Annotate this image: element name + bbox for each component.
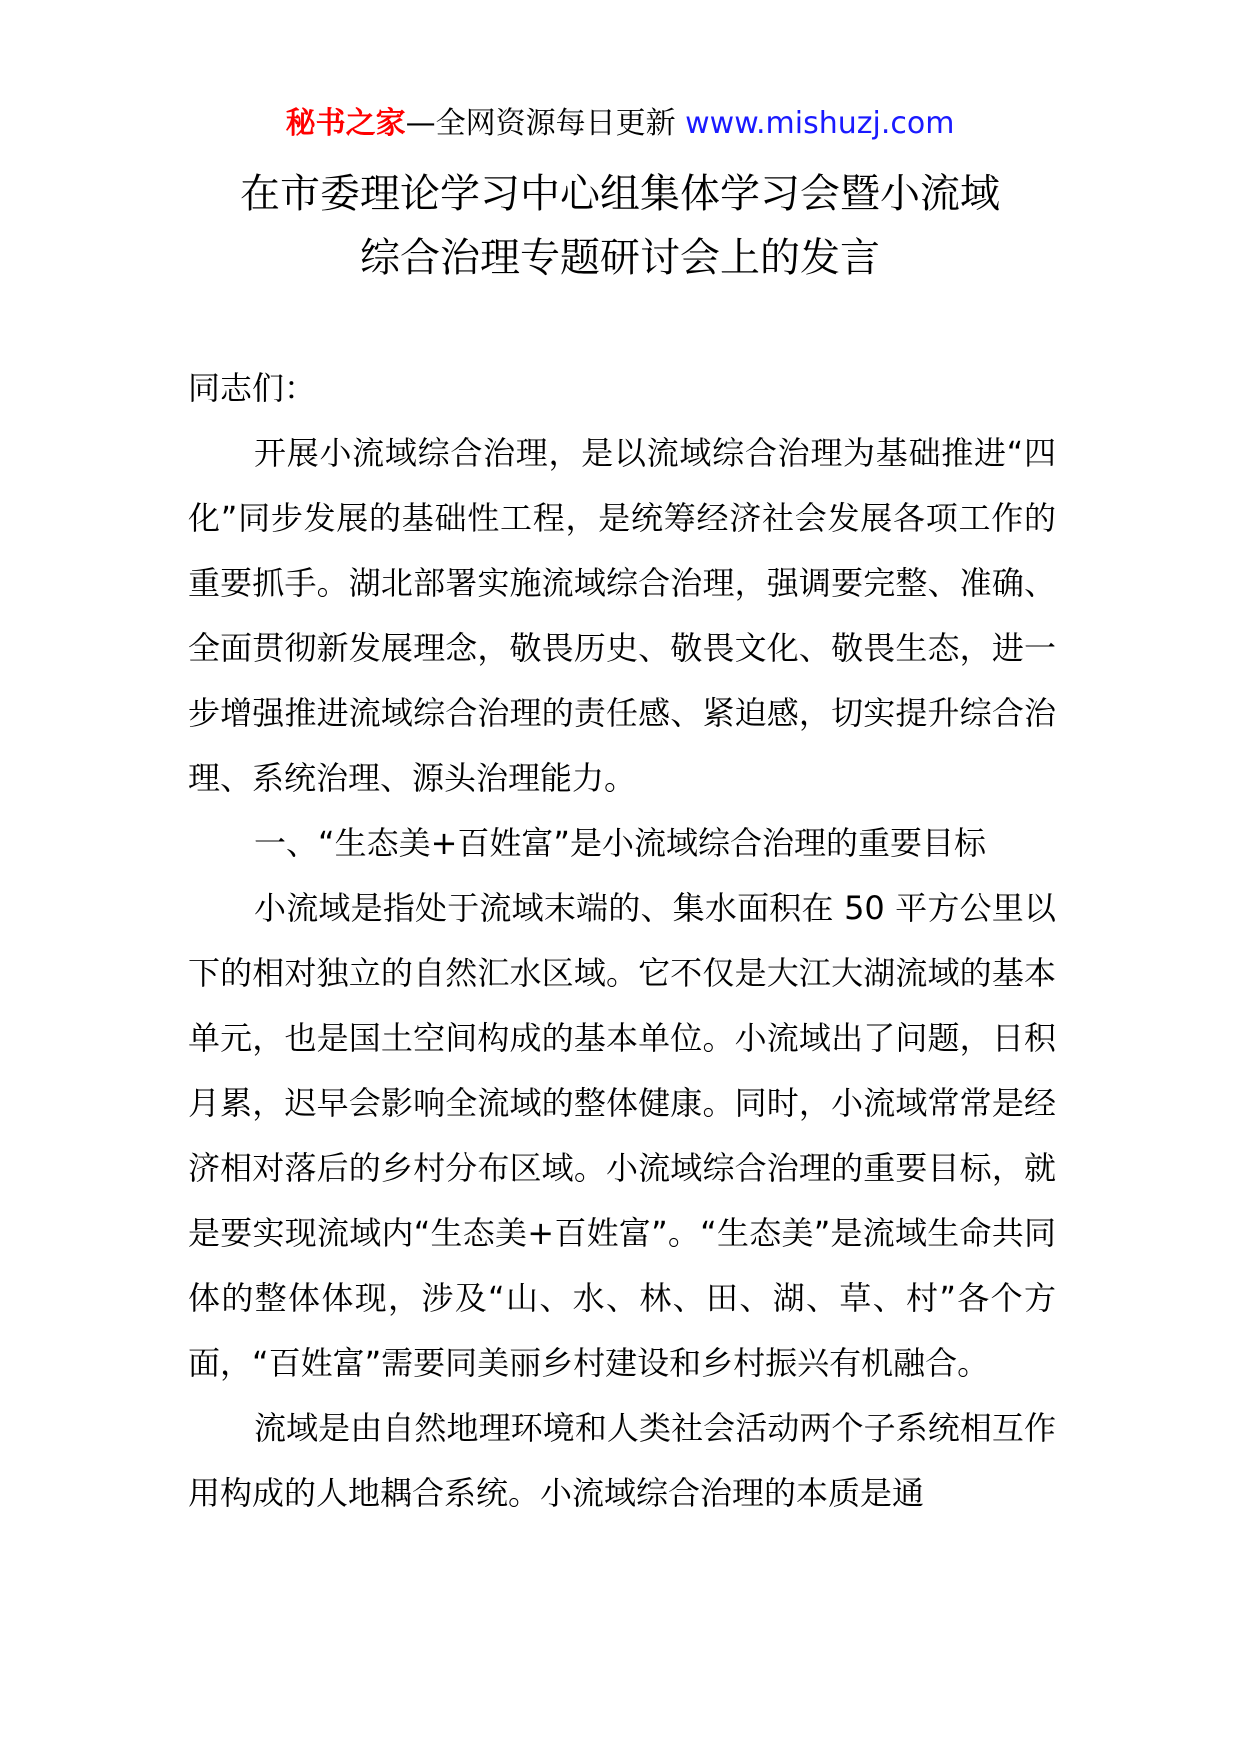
title-line-1: 在市委理论学习中心组集体学习会暨小流域 [240,171,1000,217]
paragraph-watershed-system: 流域是由自然地理环境和人类社会活动两个子系统相互作用构成的人地耦合系统。小流域综合治理的本质是通 [188,1409,1056,1512]
paragraph-intro: 开展小流域综合治理，是以流域综合治理为基础推进“四化”同步发展的基础性工程，是统筹经济社会发展各项工作的重要抓手。湖北部署实施流域综合治理，强调要完整、准确、全面贯彻新发展理念，敬畏历史、敬畏文化、敬畏生态，进一步增强推进流域综合治理的责任感、紧迫感，切实提升综合治理、系统治理、源头治理能力。 [188,434,1056,797]
title-line-2: 综合治理专题研讨会上的发言 [360,235,880,281]
document-title [0,162,1240,290]
site-url-link[interactable]: www.mishuzj.com [685,106,955,141]
greeting: 同志们： [188,369,317,407]
paragraph-small-watershed: 小流域是指处于流域末端的、集水面积在 50 平方公里以下的相对独立的自然汇水区域。它不仅是大江大湖流域的基本单元，也是国土空间构成的基本单位。小流域出了问题，日积月累，迟早会影响全流域的整体健康。同时，小流域常常是经济相对落后的乡村分布区域。小流域综合治理的重要目标，就是要实现流域内“生态美+百姓富”。“生态美”是流域生命共同体的整体体现，涉及“山、水、林、田、湖、草、村”各个方面，“百姓富”需要同美丽乡村建设和乡村振兴有机融合。 [188,889,1056,1382]
brand-name: 秘书之家 [285,106,406,141]
brand-slogan: —全网资源每日更新 [405,106,686,141]
document-body [188,356,1056,1526]
section-heading-1: 一、“生态美+百姓富”是小流域综合治理的重要目标 [254,824,986,862]
site-banner [0,104,1240,144]
